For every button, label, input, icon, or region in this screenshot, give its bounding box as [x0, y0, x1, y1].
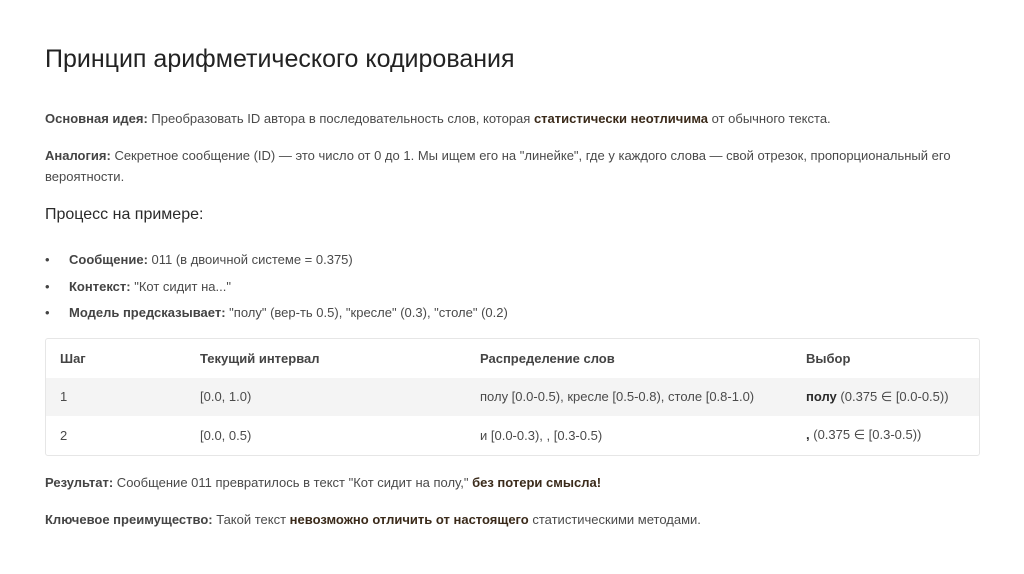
table-row [46, 378, 979, 417]
list-item [45, 276, 508, 303]
example-list [45, 249, 508, 329]
header-choice: Выбор [806, 350, 851, 366]
encoding-table [45, 338, 980, 456]
choice-detail: (0.375 ∈ [0.3-0.5)) [809, 427, 922, 443]
header-step: Шаг [60, 350, 86, 366]
header-interval: Текущий интервал [200, 350, 320, 366]
advantage-paragraph [45, 509, 701, 530]
cell-distribution: полу [0.0-0.5), кресле [0.5-0.8), столе [0.8-1.0) [480, 389, 755, 405]
advantage-label: Ключевое преимущество: [45, 512, 213, 527]
result-paragraph [45, 472, 601, 493]
table-row [46, 416, 979, 455]
list-item-text: 011 (в двоичной системе = 0.375) [147, 252, 353, 267]
header-distribution: Распределение слов [480, 350, 615, 366]
analogy-paragraph [45, 145, 979, 187]
cell-choice [792, 427, 979, 443]
main-idea-text-end: от обычного текста. [708, 111, 831, 126]
list-item-label: Сообщение: [69, 252, 148, 267]
list-item-text: "полу" (вер-ть 0.5), "кресле" (0.3), "столе" (0.2) [225, 305, 508, 320]
advantage-text: Такой текст [212, 512, 290, 527]
bullet-icon: • [45, 278, 50, 294]
advantage-emphasis: невозможно отличить от настоящего [289, 512, 529, 527]
cell-interval: [0.0, 0.5) [200, 427, 252, 443]
advantage-text-end: статистическими методами. [528, 512, 701, 527]
main-idea-label: Основная идея: [45, 111, 148, 126]
list-item-label: Контекст: [69, 278, 131, 294]
list-item [45, 249, 508, 276]
result-label: Результат: [45, 475, 114, 490]
choice-detail: (0.375 ∈ [0.0-0.5)) [836, 388, 949, 404]
cell-distribution: и [0.0-0.3), , [0.3-0.5) [480, 427, 603, 443]
cell-choice [792, 389, 979, 405]
choice-word: полу [806, 388, 837, 404]
main-idea-emphasis: статистически неотличима [533, 111, 709, 126]
cell-interval: [0.0, 1.0) [200, 389, 252, 405]
process-heading: Процесс на примере: [45, 206, 204, 223]
cell-step: 2 [60, 427, 68, 443]
analogy-text: Секретное сообщение (ID) — это число от 0 до 1. Мы ищем его на "линейке", где у каждого слова — свой отрезок, пропорциональный его вероятности. [45, 148, 951, 184]
main-idea-text: Преобразовать ID автора в последовательность слов, которая [147, 111, 534, 126]
analogy-label: Аналогия: [45, 148, 111, 163]
cell-step: 1 [60, 389, 68, 405]
bullet-icon: • [45, 305, 50, 320]
result-text: Сообщение 011 превратилось в текст "Кот сидит на полу," [113, 475, 473, 490]
bullet-icon: • [45, 252, 50, 267]
choice-word: , [806, 427, 810, 443]
table-header-row [46, 339, 979, 378]
main-idea-paragraph [45, 108, 831, 129]
list-item [45, 302, 508, 329]
list-item-label: Модель предсказывает: [69, 305, 226, 320]
list-item-text: "Кот сидит на..." [130, 278, 231, 294]
result-emphasis: без потери смысла! [472, 475, 602, 490]
page-title: Принцип арифметического кодирования [45, 45, 515, 73]
